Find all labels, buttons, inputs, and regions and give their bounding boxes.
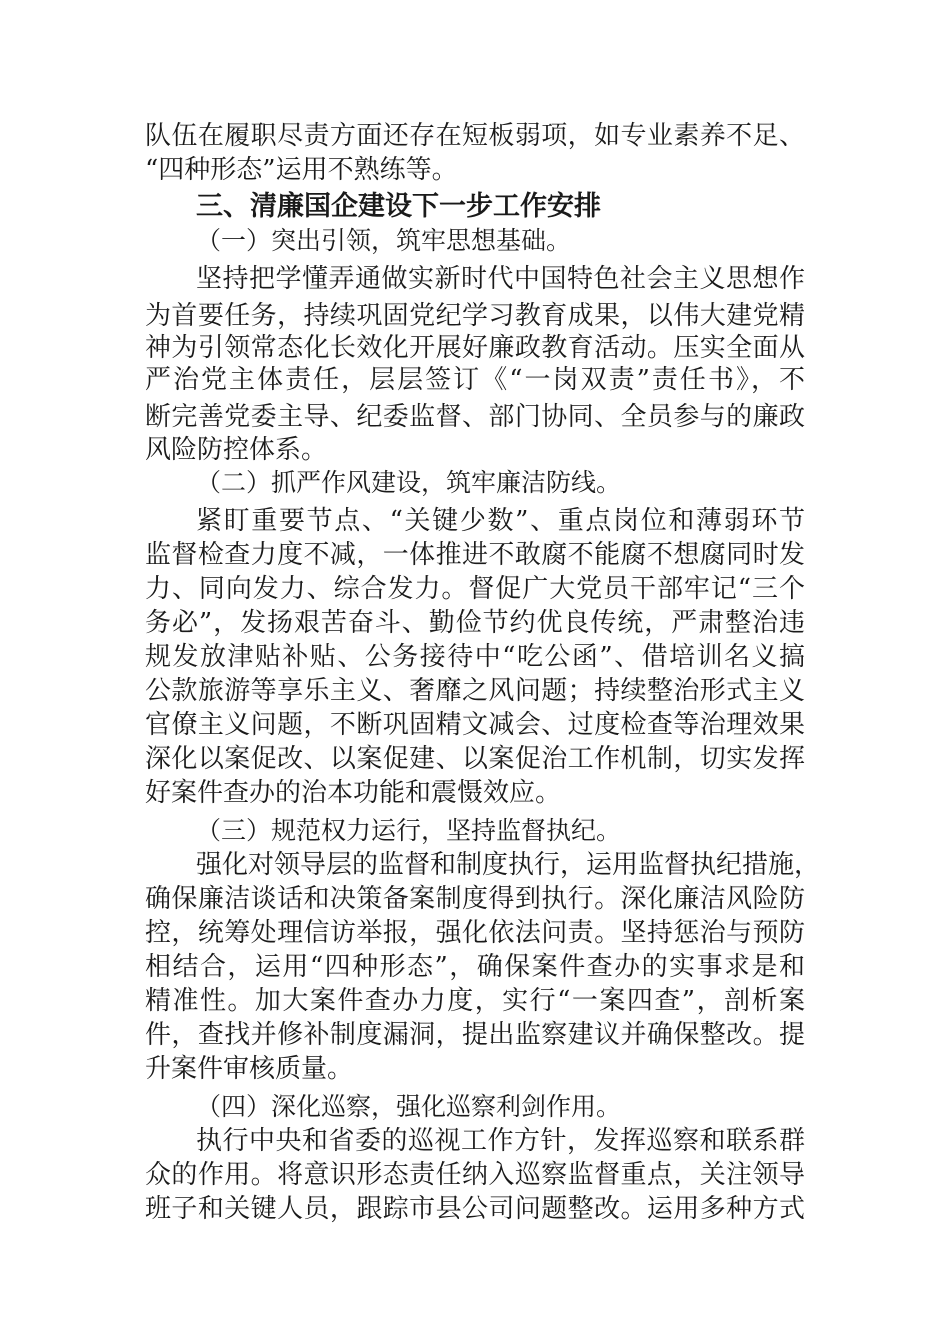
body-line: 规发放津贴补贴、公务接待中“吃公函”、借培训名义搞 bbox=[145, 642, 805, 672]
subsection-heading: （一）突出引领，筑牢思想基础。 bbox=[196, 226, 572, 255]
body-line: 务必”，发扬艰苦奋斗、勤俭节约优良传统，严肃整治违 bbox=[145, 608, 805, 638]
body-line: 官僚主义问题，不断巩固精文减会、过度检查等治理效果 bbox=[145, 710, 805, 740]
body-line: 神为引领常态化长效化开展好廉政教育活动。压实全面从 bbox=[145, 333, 805, 363]
body-line: 紧盯重要节点、“关键少数”、重点岗位和薄弱环节 bbox=[196, 506, 805, 536]
body-line: 众的作用。将意识形态责任纳入巡察监督重点，关注领导 bbox=[145, 1160, 805, 1190]
body-line: 深化以案促改、以案促建、以案促治工作机制，切实发挥 bbox=[145, 744, 805, 774]
body-line: 件，查找并修补制度漏洞，提出监察建议并确保整改。提 bbox=[145, 1020, 805, 1050]
body-line: 相结合，运用“四种形态”，确保案件查办的实事求是和 bbox=[145, 952, 805, 982]
body-line: 力、同向发力、综合发力。督促广大党员干部牢记“三个 bbox=[145, 574, 805, 604]
body-line: 强化对领导层的监督和制度执行，运用监督执纪措施， bbox=[196, 850, 821, 880]
subsection-heading: （二）抓严作风建设，筑牢廉洁防线。 bbox=[196, 468, 622, 497]
subsection-heading: （四）深化巡察，强化巡察利剑作用。 bbox=[196, 1092, 622, 1121]
body-line: 班子和关键人员，跟踪市县公司问题整改。运用多种方式 bbox=[145, 1194, 805, 1224]
body-line: 为首要任务，持续巩固党纪学习教育成果，以伟大建党精 bbox=[145, 301, 805, 331]
body-line: 控，统筹处理信访举报，强化依法问责。坚持惩治与预防 bbox=[145, 918, 805, 948]
body-line: 监督检查力度不减，一体推进不敢腐不能腐不想腐同时发 bbox=[145, 540, 805, 570]
body-line: 坚持把学懂弄通做实新时代中国特色社会主义思想作 bbox=[196, 264, 805, 294]
body-line: 精准性。加大案件查办力度，实行“一案四查”，剖析案 bbox=[145, 986, 805, 1016]
body-line: 断完善党委主导、纪委监督、部门协同、全员参与的廉政 bbox=[145, 402, 805, 432]
body-line: 好案件查办的治本功能和震慑效应。 bbox=[145, 778, 562, 808]
body-line: 确保廉洁谈话和决策备案制度得到执行。深化廉洁风险防 bbox=[145, 884, 805, 914]
section-heading: 三、清廉国企建设下一步工作安排 bbox=[196, 191, 601, 222]
subsection-heading: （三）规范权力运行，坚持监督执纪。 bbox=[196, 816, 622, 845]
body-line: 队伍在履职尽责方面还存在短板弱项，如专业素养不足、 bbox=[145, 121, 805, 151]
body-line: 风险防控体系。 bbox=[145, 435, 328, 465]
body-line: 升案件审核质量。 bbox=[145, 1054, 354, 1084]
body-line: “四种形态”运用不熟练等。 bbox=[145, 155, 458, 185]
body-line: 执行中央和省委的巡视工作方针，发挥巡察和联系群 bbox=[196, 1126, 805, 1156]
body-line: 严治党主体责任，层层签订《“一岗双责”责任书》，不 bbox=[145, 365, 805, 395]
body-line: 公款旅游等享乐主义、奢靡之风问题；持续整治形式主义 bbox=[145, 676, 805, 706]
